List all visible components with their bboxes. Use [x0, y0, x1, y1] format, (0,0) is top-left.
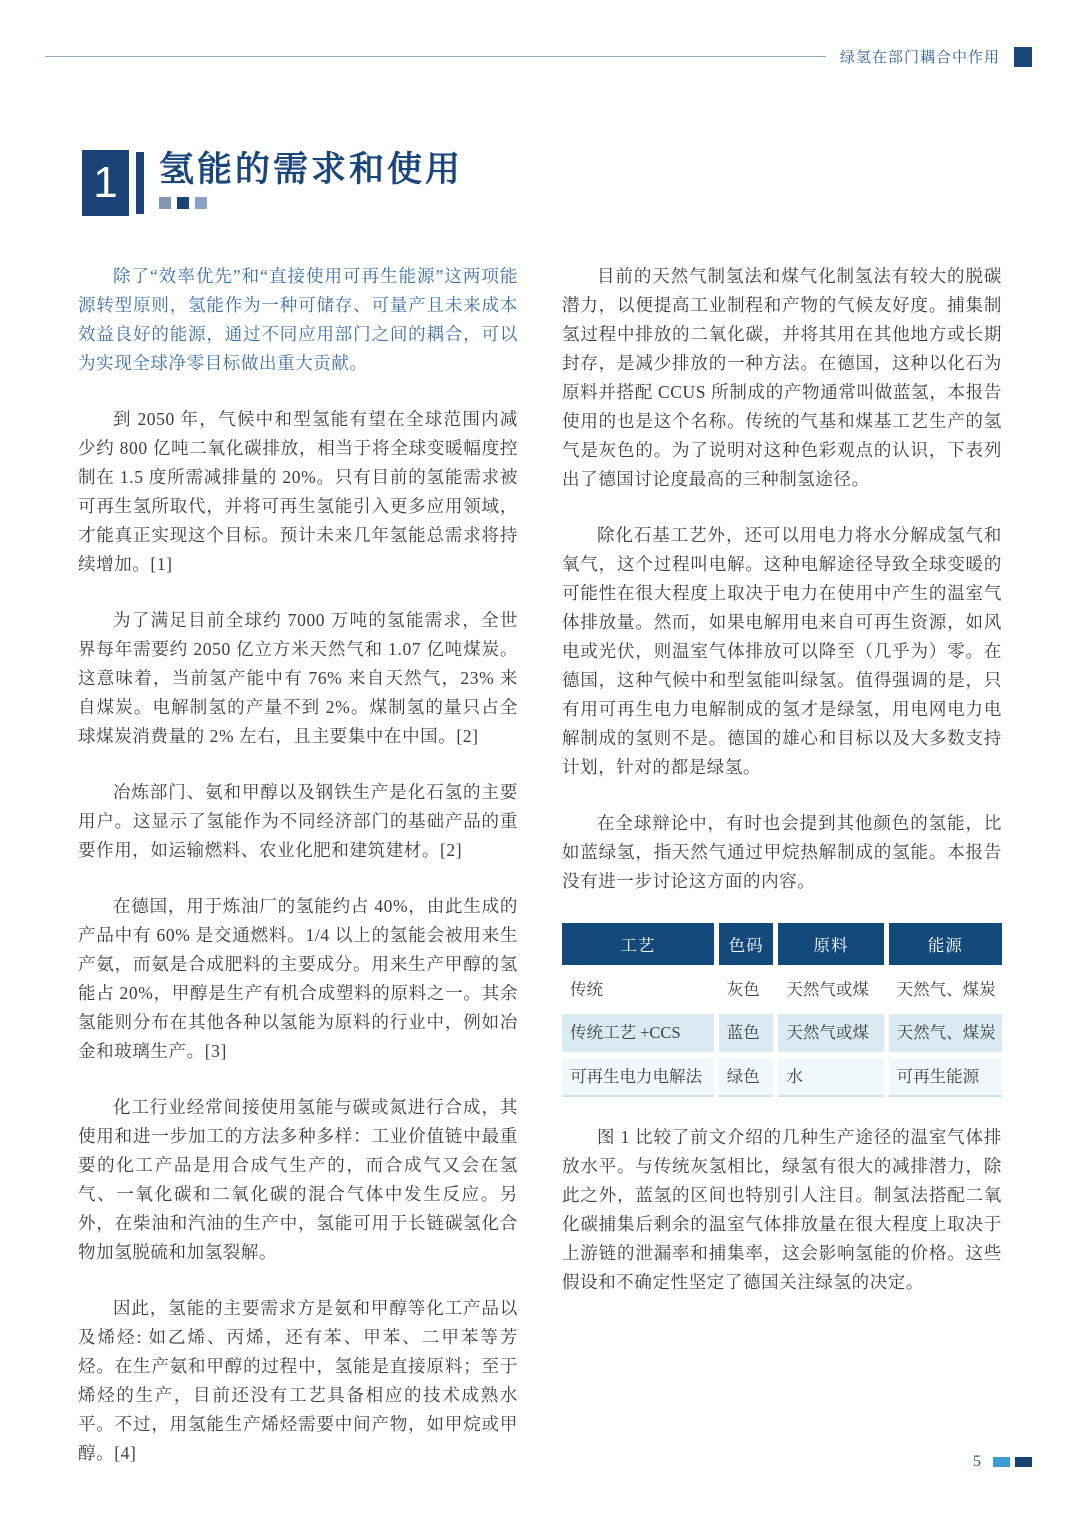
paragraph: 冶炼部门、氨和甲醇以及钢铁生产是化石氢的主要用户。这显示了氢能作为不同经济部门的基础产品的重要作用，如运输燃料、农业化肥和建筑建材。[2] [78, 782, 518, 860]
paragraph: 除化石基工艺外，还可以用电力将水分解成氢气和氧气，这个过程叫电解。这种电解途径导致全球变暖的可能性在很大程度上取决于电力在使用中产生的温室气体排放量。然而，如果电解用电来自可再生资源，如风电或光伏，则温室气体排放可以降至（几乎为）零。在德国，这种气候中和型氢能叫绿氢。值得强调的是，只有用可再生电力电解制成的氢才是绿氢，用电网电力电解制成的氢则不是。德国的雄心和目标以及大多数支持计划，针对的都是绿氢。 [562, 525, 1002, 777]
table-cell: 天然气、煤炭 [889, 1014, 1002, 1051]
header-rule [45, 56, 826, 57]
production-pathways-table [562, 923, 1002, 1097]
paragraph: 图 1 比较了前文介绍的几种生产途径的温室气体排放水平。与传统灰氢相比，绿氢有很大的减排潜力，除此之外，蓝氢的区间也特别引人注目。制氢法搭配二氧化碳捕集后剩余的温室气体排放量在很大程度上取决于上游链的泄漏率和捕集率，这会影响氢能的价格。这些假设和不确定性坚定了德国关注绿氢的决定。 [562, 1127, 1002, 1293]
chapter-number-box [82, 150, 129, 216]
table-header-row [562, 923, 1002, 965]
chapter-number-bar [136, 152, 144, 214]
running-title: 绿氢在部门耦合中作用 [839, 49, 1000, 66]
page-number: 5 [973, 1453, 981, 1470]
table-header-cell: 能源 [889, 923, 1002, 965]
table-cell: 天然气或煤 [778, 971, 883, 1008]
paragraph: 在德国，用于炼油厂的氢能约占 40%，由此生成的产品中有 60% 是交通燃料。1/4 以上的氢能会被用来生产氨，而氨是合成肥料的主要成分。用来生产甲醇的氢能占 20%，甲醇是生产有机合成塑料的原料之一。其余氢能则分布在其他各种以氢能为原料的行业中，例如冶金和玻璃生产。[3] [78, 896, 518, 1061]
table-header-cell: 原料 [778, 923, 883, 965]
table-cell: 可再生电力电解法 [562, 1058, 714, 1097]
paragraph: 因此，氢能的主要需求方是氨和甲醇等化工产品以及烯烃: 如乙烯、丙烯，还有苯、甲苯、二甲苯等芳烃。在生产氨和甲醇的过程中，氢能是直接原料；至于烯烃的生产，目前还没有工艺具备相应的技术成熟水平。不过，用氢能生产烯烃需要中间产物，如甲烷或甲醇。[4] [78, 1298, 518, 1463]
table-cell: 天然气或煤 [778, 1014, 883, 1051]
running-header [45, 46, 1032, 67]
table-row [562, 971, 1002, 1008]
paragraph: 除了“效率优先”和“直接使用可再生能源”这两项能源转型原则，氢能作为一种可储存、可量产且未来成本效益良好的能源，通过不同应用部门之间的耦合，可以为实现全球净零目标做出重大贡献。 [78, 266, 518, 373]
page-footer [973, 1453, 1032, 1471]
table-cell: 蓝色 [719, 1014, 774, 1051]
footer-square-light-icon [993, 1457, 1010, 1467]
table-row [562, 1058, 1002, 1097]
body-columns [78, 262, 1002, 1495]
paragraph: 为了满足目前全球约 7000 万吨的氢能需求，全世界每年需要约 2050 亿立方米天然气和 1.07 亿吨煤炭。这意味着，当前氢产能中有 76% 来自天然气，23% 来自煤炭。电解制氢的产量不到 2%。煤制氢的量只占全球煤炭消费量的 2% 左右，且主要集中在中国。[2] [78, 610, 518, 746]
table-cell: 灰色 [719, 971, 774, 1008]
deco-square-icon [159, 197, 171, 209]
right-column [562, 262, 1002, 1495]
chapter-heading [82, 150, 463, 216]
chapter-title: 氢能的需求和使用 [159, 150, 464, 189]
chapter-number: 1 [93, 158, 118, 207]
paragraph: 到 2050 年，气候中和型氢能有望在全球范围内减少约 800 亿吨二氧化碳排放，相当于将全球变暖幅度控制在 1.5 度所需减排量的 20%。只有目前的氢能需求被可再生氢所取代，并将可再生氢能引入更多应用领域，才能真正实现这个目标。预计未来几年氢能总需求将持续增加。[1] [78, 409, 518, 574]
table-cell: 可再生能源 [889, 1058, 1002, 1097]
chapter-decoration-squares [159, 197, 463, 209]
deco-square-icon [177, 197, 189, 209]
paragraph: 在全球辩论中，有时也会提到其他颜色的氢能，比如蓝绿氢，指天然气通过甲烷热解制成的氢能。本报告没有进一步讨论这方面的内容。 [562, 813, 1002, 891]
header-square-icon [1014, 47, 1032, 67]
table-cell: 传统 [562, 971, 714, 1008]
table-cell: 水 [778, 1058, 883, 1097]
table-cell: 传统工艺 +CCS [562, 1014, 714, 1051]
deco-square-icon [195, 197, 207, 209]
paragraph: 目前的天然气制氢法和煤气化制氢法有较大的脱碳潜力，以便提高工业制程和产物的气候友好度。捕集制氢过程中排放的二氧化碳，并将其用在其他地方或长期封存，是减少排放的一种方法。在德国，这种以化石为原料并搭配 CCUS 所制成的产物通常叫做蓝氢，本报告使用的也是这个名称。传统的气基和煤基工艺生产的氢气是灰色的。为了说明对这种色彩观点的认识，下表列出了德国讨论度最高的三种制氢途径。 [562, 266, 1002, 489]
table-row [562, 1014, 1002, 1051]
footer-square-dark-icon [1015, 1457, 1032, 1467]
table-header-cell: 工艺 [562, 923, 714, 965]
table-cell: 绿色 [719, 1058, 774, 1097]
paragraph: 化工行业经常间接使用氢能与碳或氮进行合成，其使用和进一步加工的方法多种多样：工业价值链中最重要的化工产品是用合成气生产的，而合成气又会在氢气、一氧化碳和二氧化碳的混合气体中发生反应。另外，在柴油和汽油的生产中，氢能可用于长链碳氢化合物加氢脱硫和加氢裂解。 [78, 1097, 518, 1262]
table-header-cell: 色码 [719, 923, 774, 965]
left-column [78, 262, 518, 1495]
table-cell: 天然气、煤炭 [889, 971, 1002, 1008]
